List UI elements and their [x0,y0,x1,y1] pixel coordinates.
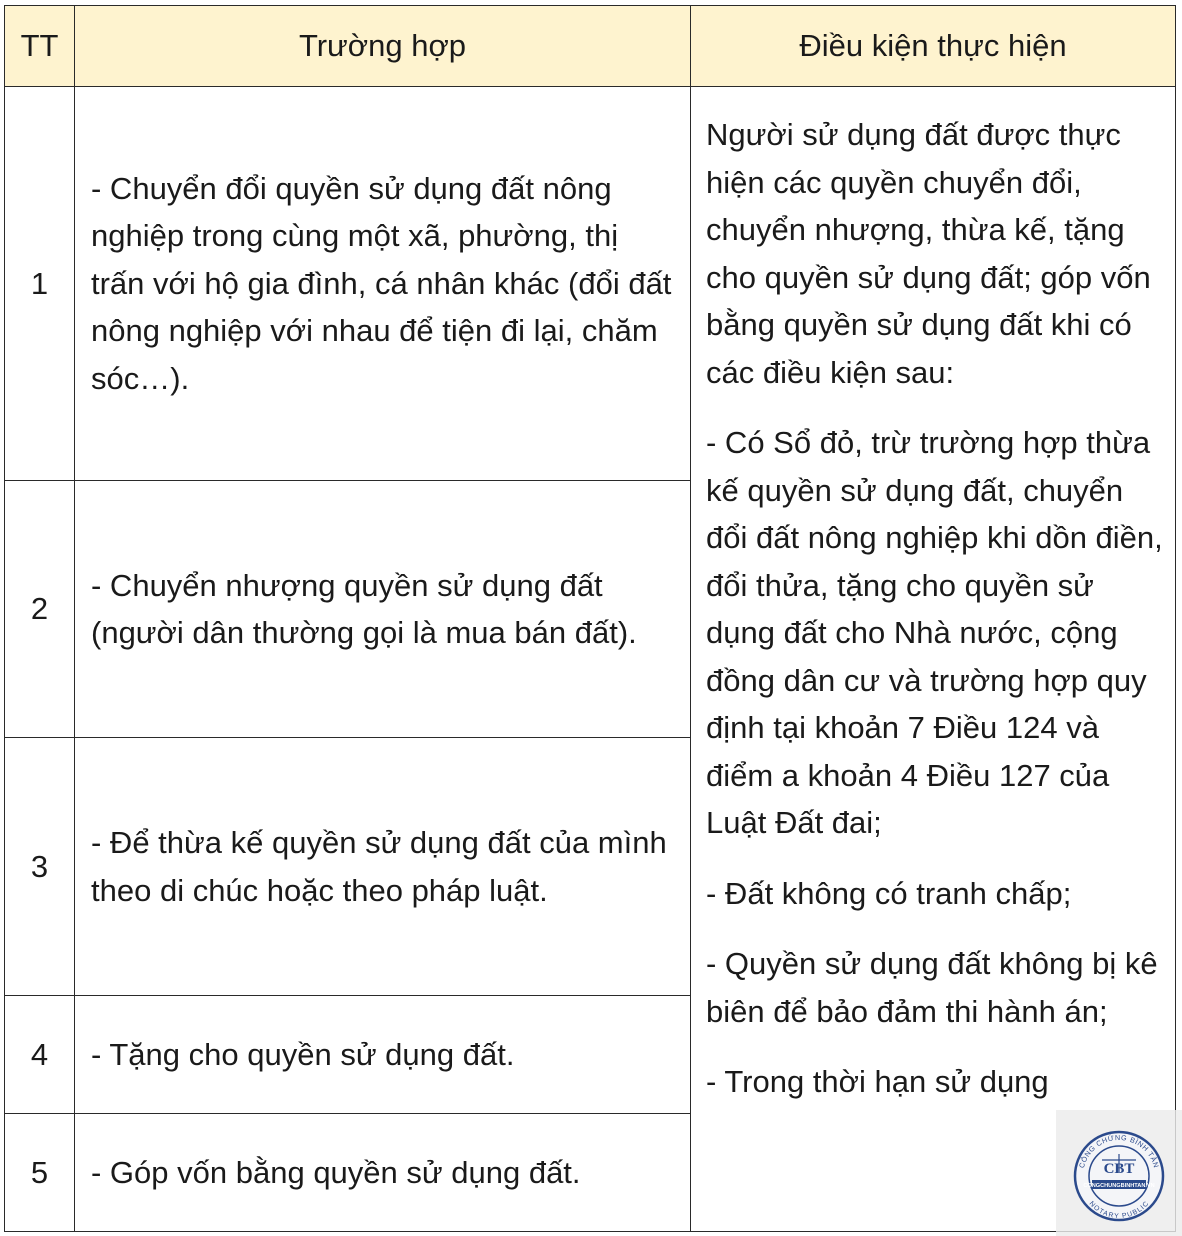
row-number: 3 [5,738,75,996]
condition-item: - Có Sổ đỏ, trừ trường hợp thừa kế quyền sử dụng đất, chuyển đổi đất nông nghiệp khi dồn điền, đổi thửa, tặng cho quyền sử dụng đất cho Nhà nước, cộng đồng dân cư và trường hợp quy định tại khoản 7 Điều 124 và điểm a khoản 4 Điều 127 của Luật Đất đai; [706,425,1163,840]
header-row [5,6,1176,87]
conditions-cell [691,87,1176,1232]
seal-bottom-text: NOTARY PUBLIC [1087,1200,1151,1221]
case-cell: - Để thừa kế quyền sử dụng đất của mình theo di chúc hoặc theo pháp luật. [75,738,691,996]
row-number: 5 [5,1114,75,1232]
seal-logo-icon [1056,1110,1182,1236]
row-number: 4 [5,996,75,1114]
case-cell: - Góp vốn bằng quyền sử dụng đất. [75,1114,691,1232]
table-row [5,87,1176,481]
seal-site-text: CONGCHUNGBINHTAN.VN [1083,1183,1155,1189]
row-number: 1 [5,87,75,481]
seal-top-text: CÔNG CHỨNG BÌNH TÂN [1076,1132,1162,1170]
header-conditions: Điều kiện thực hiện [691,6,1176,87]
condition-item: - Trong thời hạn sử dụng [706,1064,1049,1099]
case-cell: - Chuyển đổi quyền sử dụng đất nông nghiệp trong cùng một xã, phường, thị trấn với hộ gia đình, cá nhân khác (đổi đất nông nghiệp với nhau để tiện đi lại, chăm sóc…). [75,87,691,481]
case-cell: - Chuyển nhượng quyền sử dụng đất (người dân thường gọi là mua bán đất). [75,481,691,738]
case-cell: - Tặng cho quyền sử dụng đất. [75,996,691,1114]
header-tt: TT [5,6,75,87]
conditions-intro: Người sử dụng đất được thực hiện các quyền chuyển đổi, chuyển nhượng, thừa kế, tặng cho quyền sử dụng đất; góp vốn bằng quyền sử dụng đất khi có các điều kiện sau: [706,117,1151,390]
land-rights-table [4,5,1176,1232]
condition-item: - Quyền sử dụng đất không bị kê biên để bảo đảm thi hành án; [706,946,1158,1029]
seal-logo-letters: CBT [1103,1161,1135,1177]
condition-item: - Đất không có tranh chấp; [706,875,1072,911]
row-number: 2 [5,481,75,738]
header-case: Trường hợp [75,6,691,87]
notary-seal-watermark [1056,1110,1182,1236]
